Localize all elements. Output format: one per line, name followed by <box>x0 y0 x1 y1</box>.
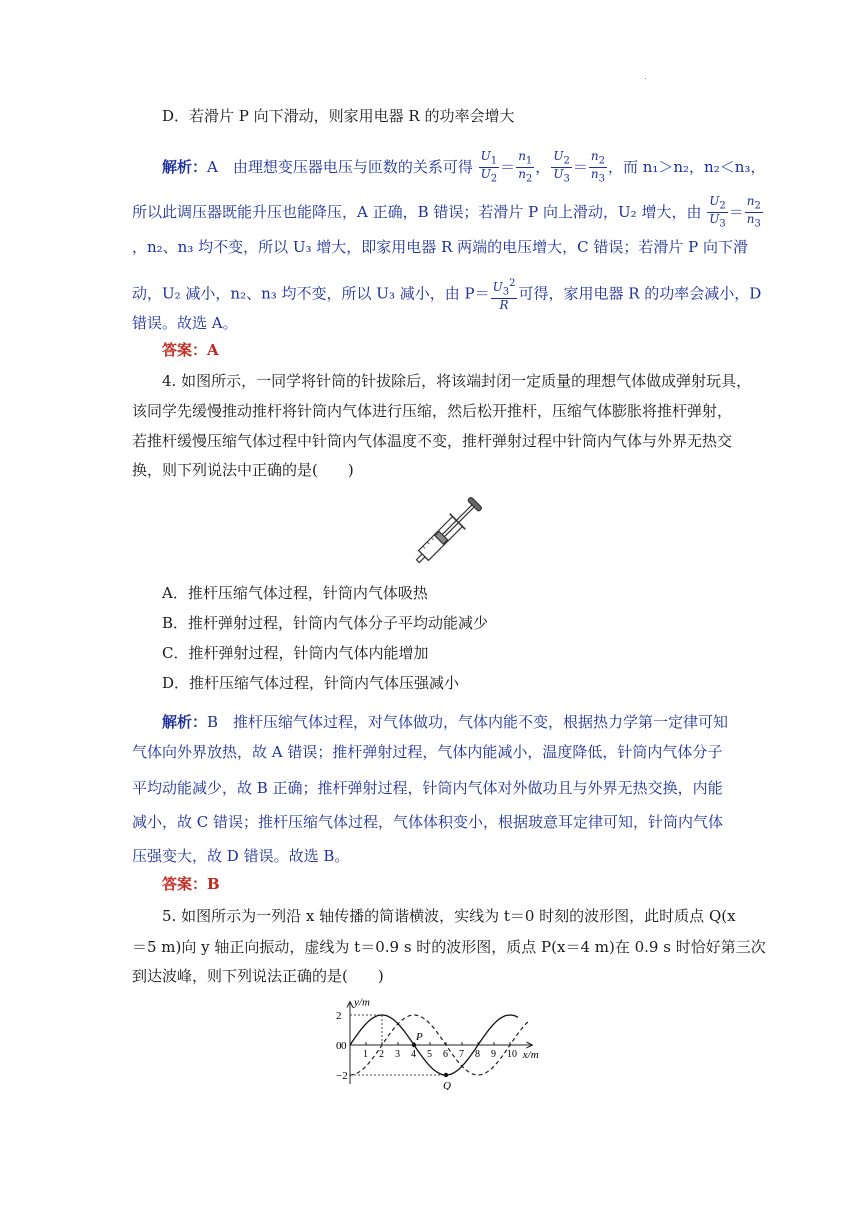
x-axis-label: x/m <box>522 1049 539 1061</box>
origin-label: 0 <box>341 1040 347 1052</box>
y-axis-label: y/m <box>354 996 370 1009</box>
analysis4-line-1 <box>162 712 728 732</box>
wave-chart <box>320 990 570 1090</box>
fraction-u2-u3: $\frac{U_2}{U_3}$ <box>709 194 726 230</box>
answer-label: 答案： <box>162 875 208 893</box>
answer-q3 <box>162 340 219 360</box>
x-tick-label: 4 <box>411 1049 416 1060</box>
q5-line-2: ＝5 m)向 y 轴正向振动，虚线为 t＝0.9 s 时的波形图，质点 P(x＝4 m)在 0.9 s 时恰好第三次 <box>132 938 766 956</box>
analysis-text: 所以此调压器既能升压也能降压，A 正确，B 错误；若滑片 P 向上滑动，U₂ 增大，由 <box>132 202 702 221</box>
point-q <box>444 1073 448 1077</box>
q4-line-1: 4. 如图所示，一同学将针筒的针拔除后，将该端封闭一定质量的理想气体做成弹射玩具， <box>162 372 752 390</box>
q4-line-3: 若推杆缓慢压缩气体过程中针筒内气体温度不变，推杆弹射过程中针筒内气体与外界无热交 <box>132 432 733 450</box>
analysis-text: B 推杆压缩气体过程，对气体做功，气体内能不变，根据热力学第一定律可知 <box>207 713 729 731</box>
y-tick-label: 2 <box>336 1010 342 1022</box>
fraction-u2-u3: $\frac{U_2}{U_3}$ <box>553 149 570 185</box>
syringe-tip <box>416 554 424 562</box>
answer-label: 答案： <box>162 341 208 359</box>
analysis4-line-5: 压强变大，故 D 错误。故选 B。 <box>132 847 350 865</box>
x-tick-label: 2 <box>379 1049 384 1060</box>
q5-line-1: 5. 如图所示为一列沿 x 轴传播的简谐横波，实线为 t＝0 时刻的波形图，此时质点 Q(x <box>162 907 736 925</box>
answer-value: A <box>207 341 219 359</box>
analysis-text: 由理想变压器电压与匝数的关系可得 <box>232 157 473 176</box>
analysis-label: 解析： <box>162 157 208 176</box>
x-tick-label: 5 <box>427 1049 432 1060</box>
point-p-label: P <box>416 1031 423 1043</box>
q4-option-a: A．推杆压缩气体过程，针筒内气体吸热 <box>162 584 428 602</box>
analysis4-line-3: 平均动能减少，故 B 正确；推杆弹射过程，针筒内气体对外做功且与外界无热交换，内能 <box>132 779 723 797</box>
analysis-line-2: 所以此调压器既能升压也能降压，A 正确，B 错误；若滑片 P 向上滑动，U₂ 增大，由 $\frac{U_2}{U_3}$ ＝ $\frac{n_2}{n_3}$ <box>132 194 761 230</box>
x-tick-label: 7 <box>459 1049 464 1060</box>
x-tick-label: 6 <box>443 1049 448 1060</box>
fraction-n1-n2: $\frac{n_1}{n_2}$ <box>518 149 533 185</box>
y-tick-label: 0 <box>336 1040 342 1052</box>
q4-option-c: C．推杆弹射过程，针筒内气体内能增加 <box>162 644 429 662</box>
analysis-text-tail: ，而 n₁＞n₂，n₂＜n₃， <box>607 157 766 176</box>
speck <box>645 78 646 79</box>
answer-q4 <box>162 874 220 894</box>
q4-option-b: B．推杆弹射过程，针筒内气体分子平均动能减少 <box>162 614 489 632</box>
syringe-figure <box>408 486 490 574</box>
analysis-label: 解析： <box>162 713 208 731</box>
analysis-text: 动，U₂ 减小，n₂、n₃ 均不变，所以 U₃ 减小，由 P＝ <box>132 284 490 303</box>
y-tick-label: −2 <box>336 1070 348 1082</box>
x-tick-label: 10 <box>507 1049 517 1060</box>
q4-line-4: 换，则下列说法中正确的是( ) <box>132 461 354 479</box>
option-d-q3: D．若滑片 P 向下滑动，则家用电器 R 的功率会增大 <box>162 107 515 125</box>
answer-value: B <box>207 875 220 893</box>
analysis-line-1: 解析：A 由理想变压器电压与匝数的关系可得 $\frac{U_1}{U_2}$ ＝ $\frac{n_1}{n_2}$ ， $\frac{U_2}{U_3}$ ＝ $\frac{n_2}{n_3}$ ，而 n₁＞n₂，n₂＜n₃， <box>162 149 766 185</box>
analysis-line-5: 错误。故选 A。 <box>132 314 238 332</box>
fraction-u3sq-r: $\frac{U_3^2}{R}$ <box>492 278 516 313</box>
q5-line-3: 到达波峰，则下列说法正确的是( ) <box>132 967 384 985</box>
analysis-text: 可得，家用电器 R 的功率会减小，D <box>518 284 762 303</box>
analysis-line-4 <box>132 277 761 312</box>
point-p <box>412 1043 416 1047</box>
point-q-label: Q <box>443 1080 451 1090</box>
x-tick-label: 1 <box>363 1049 368 1060</box>
q4-line-2: 该同学先缓慢推动推杆将针筒内气体进行压缩，然后松开推杆，压缩气体膨胀将推杆弹射， <box>132 402 733 420</box>
analysis-answer-letter: A <box>207 157 218 176</box>
x-tick-label: 8 <box>475 1049 480 1060</box>
x-tick-label: 9 <box>491 1049 496 1060</box>
fraction-n2-n3: $\frac{n_2}{n_3}$ <box>590 149 605 185</box>
x-tick-label: 3 <box>395 1049 400 1060</box>
analysis4-line-4: 减小，故 C 错误；推杆压缩气体过程，气体体积变小，根据玻意耳定律可知，针筒内气体 <box>132 813 724 831</box>
syringe-plunger-thumb <box>467 497 482 512</box>
analysis-line-3: ，n₂、n₃ 均不变，所以 U₃ 增大，即家用电器 R 两端的电压增大，C 错误；若滑片 P 向下滑 <box>132 238 749 256</box>
fraction-n2-n3: $\frac{n_2}{n_3}$ <box>746 194 761 230</box>
q4-option-d: D．推杆压缩气体过程，针筒内气体压强减小 <box>162 674 460 692</box>
analysis4-line-2: 气体向外界放热，故 A 错误；推杆弹射过程，气体内能减小，温度降低，针筒内气体分子 <box>132 743 723 761</box>
fraction-u1-u2: $\frac{U_1}{U_2}$ <box>480 149 498 185</box>
